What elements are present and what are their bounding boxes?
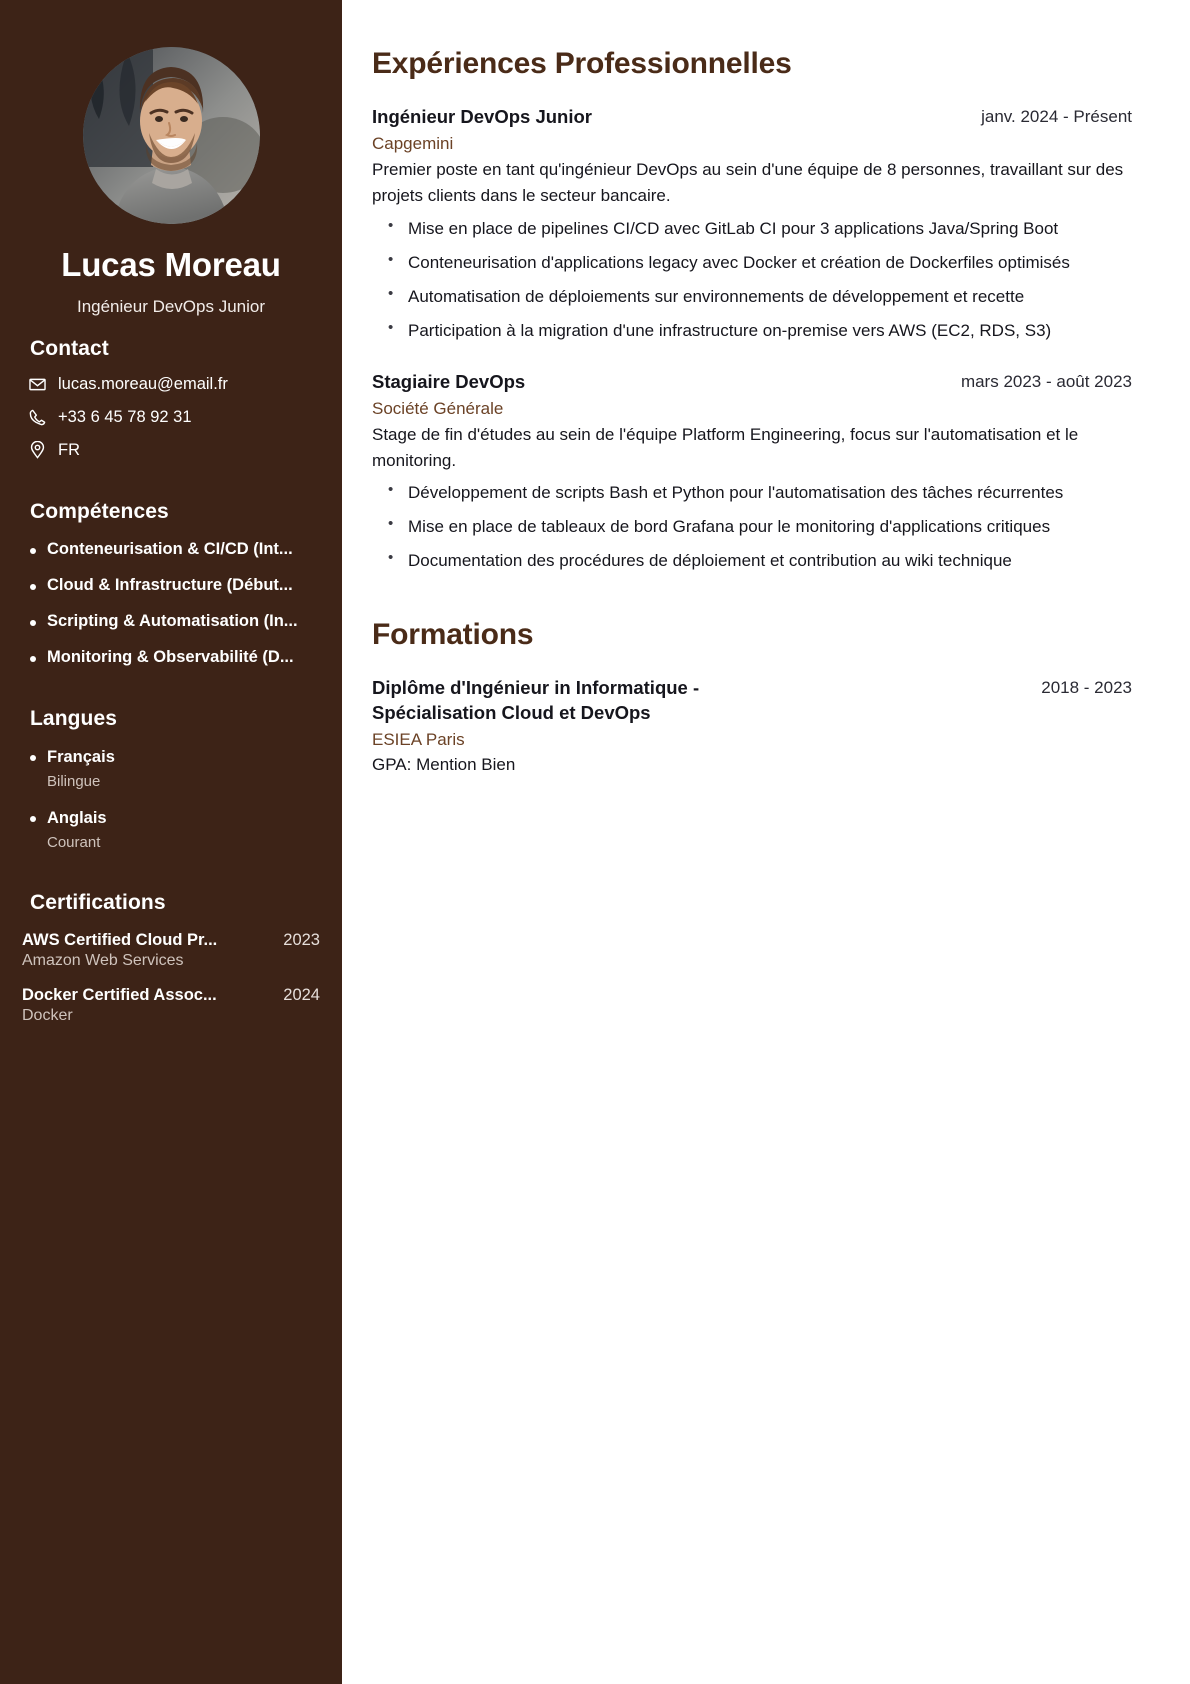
experience-bullets xyxy=(372,480,1132,574)
language-item xyxy=(28,808,320,851)
skills-list xyxy=(22,540,320,667)
profile-photo-icon xyxy=(83,47,260,224)
experience-bullet: • Mise en place de tableaux de bord Grafana pour le monitoring d'applications critiques xyxy=(388,514,1132,540)
avatar-container xyxy=(22,0,320,224)
experience-title: Ingénieur DevOps Junior xyxy=(372,106,592,127)
languages-heading: Langues xyxy=(30,707,118,731)
language-name: Français xyxy=(28,747,320,768)
certification-item xyxy=(22,986,320,1025)
language-name: Anglais xyxy=(28,808,320,829)
education-section-heading: Formations xyxy=(372,618,534,652)
candidate-role: Ingénieur DevOps Junior xyxy=(76,296,266,316)
experience-date: mars 2023 - août 2023 xyxy=(960,371,1132,391)
main-content xyxy=(342,0,1190,1684)
experience-bullet: • Participation à la migration d'une infrastructure on-premise vers AWS (EC2, RDS, S3) xyxy=(388,318,1132,344)
contact-location xyxy=(28,441,320,461)
skills-heading: Compétences xyxy=(30,500,169,524)
experience-bullet: • Automatisation de déploiements sur environnements de développement et recette xyxy=(388,284,1132,310)
language-level: Courant xyxy=(47,833,101,851)
experience-description: Premier poste en tant qu'ingénieur DevOps au sein d'une équipe de 8 personnes, travaillant sur des projets clients dans le secteur bancaire. xyxy=(372,159,1124,206)
education-grade: GPA: Mention Bien xyxy=(372,755,516,775)
experience-date: janv. 2024 - Présent xyxy=(981,107,1132,126)
certification-name: AWS Certified Cloud Pr... xyxy=(22,930,218,949)
skill-item: Scripting & Automatisation (In... xyxy=(28,612,320,631)
experience-section-heading: Expériences Professionnelles xyxy=(372,47,792,80)
contact-heading: Contact xyxy=(30,336,109,360)
certification-issuer: Amazon Web Services xyxy=(22,951,184,969)
contact-location-value: FR xyxy=(58,440,80,459)
certification-header xyxy=(22,986,320,1005)
experience-description: Stage de fin d'études au sein de l'équipe Platform Engineering, focus sur l'automatisation et le monitoring. xyxy=(372,424,1079,470)
certification-issuer: Docker xyxy=(22,1006,73,1024)
experience-entry xyxy=(372,370,1132,575)
experience-bullet: • Documentation des procédures de déploiement et contribution au wiki technique xyxy=(388,548,1132,574)
contact-email-value: lucas.moreau@email.fr xyxy=(58,374,228,393)
experience-company: Capgemini xyxy=(372,133,454,153)
certification-name: Docker Certified Assoc... xyxy=(22,985,217,1004)
skill-item: Conteneurisation & CI/CD (Int... xyxy=(28,540,320,559)
contact-email[interactable] xyxy=(28,375,320,395)
language-level: Bilingue xyxy=(47,772,101,790)
certification-header xyxy=(22,931,320,950)
experience-bullet: • Conteneurisation d'applications legacy avec Docker et création de Dockerfiles optimisés xyxy=(388,250,1132,276)
experience-entry-header xyxy=(372,105,1132,130)
avatar xyxy=(83,47,260,224)
envelope-icon xyxy=(28,375,47,394)
education-title: Diplôme d'Ingénieur in Informatique - Spécialisation Cloud et DevOps xyxy=(372,677,700,724)
experience-bullet: • Développement de scripts Bash et Python pour l'automatisation des tâches récurrentes xyxy=(388,480,1132,506)
certification-year: 2023 xyxy=(283,930,320,949)
certification-year: 2024 xyxy=(283,985,320,1004)
experience-entry-header xyxy=(372,370,1132,395)
certifications-list xyxy=(22,931,320,1025)
experience-bullets xyxy=(372,216,1132,344)
education-school: ESIEA Paris xyxy=(372,730,465,750)
experience-bullet: • Mise en place de pipelines CI/CD avec GitLab CI pour 3 applications Java/Spring Boot xyxy=(388,216,1132,242)
language-item xyxy=(28,747,320,790)
education-date: 2018 - 2023 xyxy=(1041,678,1132,698)
certification-item xyxy=(22,931,320,970)
certifications-heading: Certifications xyxy=(30,890,166,914)
education-entry xyxy=(372,676,1132,777)
contact-list xyxy=(22,375,320,460)
sidebar xyxy=(0,0,342,1684)
experience-company: Société Générale xyxy=(372,398,504,418)
skill-item: Cloud & Infrastructure (Début... xyxy=(28,576,320,595)
experience-title: Stagiaire DevOps xyxy=(372,370,526,392)
education-entry-header xyxy=(372,676,1132,726)
contact-phone[interactable] xyxy=(28,408,320,428)
languages-list xyxy=(22,747,320,850)
phone-icon xyxy=(28,408,47,427)
experience-entry xyxy=(372,105,1132,344)
location-pin-icon xyxy=(28,441,47,460)
contact-phone-value: +33 6 45 78 92 31 xyxy=(58,407,192,426)
skill-item: Monitoring & Observabilité (D... xyxy=(28,648,320,667)
candidate-name: Lucas Moreau xyxy=(61,246,281,283)
